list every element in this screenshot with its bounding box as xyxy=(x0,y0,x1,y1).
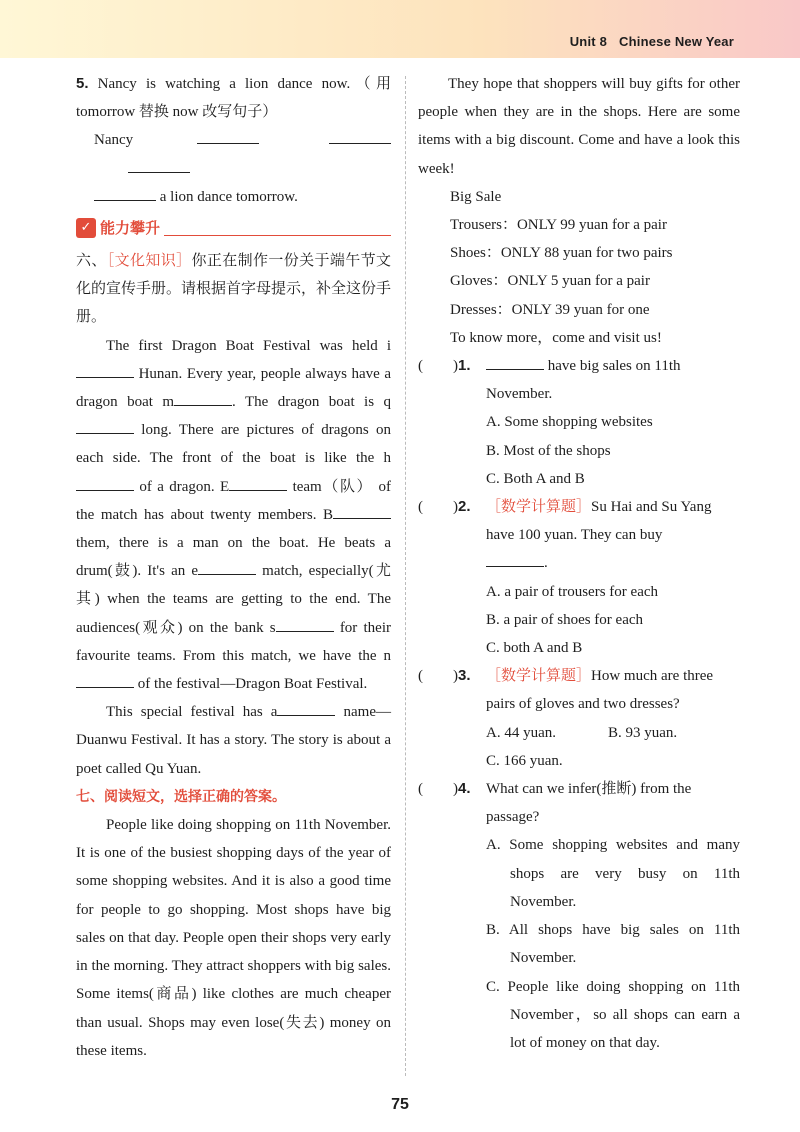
answer-blank[interactable] xyxy=(276,615,334,632)
answer-blank[interactable] xyxy=(76,671,134,688)
option[interactable]: B. Most of the shops xyxy=(486,442,611,459)
answer-blank[interactable] xyxy=(76,417,134,434)
answer-bracket[interactable]: ( ) xyxy=(418,358,458,375)
question-5: 5. Nancy is watching a lion dance now.（用tomorrow 替换 now 改写句子） xyxy=(76,75,391,121)
answer-bracket[interactable]: ( ) xyxy=(418,499,458,516)
right-column xyxy=(418,70,740,1057)
answer-bracket[interactable]: ( ) xyxy=(418,668,458,685)
option[interactable]: A. 44 yuan. xyxy=(486,724,556,741)
option[interactable]: A. Some shopping websites xyxy=(486,414,653,431)
question-2: ( ) 2. ［数学计算题］Su Hai and Su Yang have 100 yuan. They can buy . xyxy=(418,493,740,578)
answer-blank[interactable] xyxy=(94,184,156,201)
answer-blank[interactable] xyxy=(486,550,544,567)
sale-item: Trousers：ONLY 99 yuan for a pair xyxy=(450,217,667,234)
section-heading: ✓ 能力攀升 xyxy=(76,215,391,241)
shopping-passage-cont: They hope that shoppers will buy gifts for other people when they are in the shops. Here are some items with a big discount. Come and have a look this week! xyxy=(418,76,740,177)
unit-title: Unit 8 Chinese New Year xyxy=(569,34,734,49)
answer-blank[interactable] xyxy=(229,474,287,491)
dragon-boat-passage: The first Dragon Boat Festival was held i Hunan. Every year, people always have a dragon boat m . The dragon boat is q long. There are pictures of dragons on each side. The front of the boat is like the h of a dragon. E team（队） of the match has about twenty members. B them, there is a man on the boat. He beats a drum(鼓). It's an e match, especially(尤其) when the teams are getting to the end. The audiences(观众) on the bank s for their favourite teams. From this match, we have the n of the festival—Dragon Boat Festival. xyxy=(76,337,392,693)
answer-blank[interactable] xyxy=(198,558,256,575)
option[interactable]: C. Both A and B xyxy=(486,470,585,487)
answer-blank[interactable] xyxy=(329,127,391,144)
sale-item: To know more，come and visit us! xyxy=(450,329,662,346)
option[interactable]: A. Some shopping websites and many shops are very busy on 11th November. xyxy=(486,837,740,910)
check-icon: ✓ xyxy=(76,218,96,238)
question-1: ( ) 1. have big sales on 11th November. xyxy=(418,352,740,408)
option[interactable]: A. a pair of trousers for each xyxy=(486,583,659,600)
answer-blank[interactable] xyxy=(76,361,134,378)
answer-blank[interactable] xyxy=(76,474,134,491)
answer-blank[interactable] xyxy=(128,156,190,173)
q5-answer-line2: a lion dance tomorrow. xyxy=(76,183,391,211)
sale-item: Dresses：ONLY 39 yuan for one xyxy=(450,301,650,318)
left-column xyxy=(76,70,391,1065)
option[interactable]: C. both A and B xyxy=(486,640,583,657)
page-number: 75 xyxy=(391,1096,409,1113)
q5-answer-line1: Nancy xyxy=(76,126,391,182)
options-row xyxy=(418,719,740,747)
answer-blank[interactable] xyxy=(333,502,391,519)
section-6-instruction: 六、［文化知识］你正在制作一份关于端午节文化的宣传手册。请根据首字母提示，补全这份手册。 xyxy=(76,253,392,326)
option[interactable]: C. 166 yuan. xyxy=(486,752,563,769)
page-header xyxy=(0,0,800,58)
sale-item: Gloves：ONLY 5 yuan for a pair xyxy=(450,273,650,290)
option[interactable]: C. People like doing shopping on 11th November，so all shops can earn a lot of money on that day. xyxy=(486,978,740,1051)
answer-blank[interactable] xyxy=(486,353,544,370)
sale-item: Shoes：ONLY 88 yuan for two pairs xyxy=(450,245,673,262)
question-4: ( ) 4. What can we infer(推断) from the passage? xyxy=(418,775,740,831)
sale-item: Big Sale xyxy=(450,188,502,205)
answer-blank[interactable] xyxy=(174,389,232,406)
option[interactable]: B. a pair of shoes for each xyxy=(486,611,644,628)
option[interactable]: B. 93 yuan. xyxy=(608,724,678,741)
sale-list xyxy=(418,183,740,352)
section-7-heading: 七、阅读短文，选择正确的答案。 xyxy=(76,788,286,805)
answer-bracket[interactable]: ( ) xyxy=(418,781,458,798)
shopping-passage: People like doing shopping on 11th November. It is one of the busiest shopping days of the year of some shopping websites. And it is also a good time for people to go shopping. Most shops have big sales on that day. People open their shops very early in the morning. They attract shoppers with big sales. Some items(商品) like clothes are much cheaper than usual. Shops may even lose(失去) money on these items. xyxy=(76,817,391,1059)
question-3: ( ) 3. ［数学计算题］How much are three pairs of gloves and two dresses? xyxy=(418,662,740,718)
option[interactable]: B. All shops have big sales on 11th November. xyxy=(486,922,740,967)
column-divider xyxy=(405,76,406,1076)
answer-blank[interactable] xyxy=(197,127,259,144)
dragon-boat-passage-2: This special festival has a name—Duanwu Festival. It has a story. The story is about a poet called Qu Yuan. xyxy=(76,698,391,783)
answer-blank[interactable] xyxy=(277,699,335,716)
